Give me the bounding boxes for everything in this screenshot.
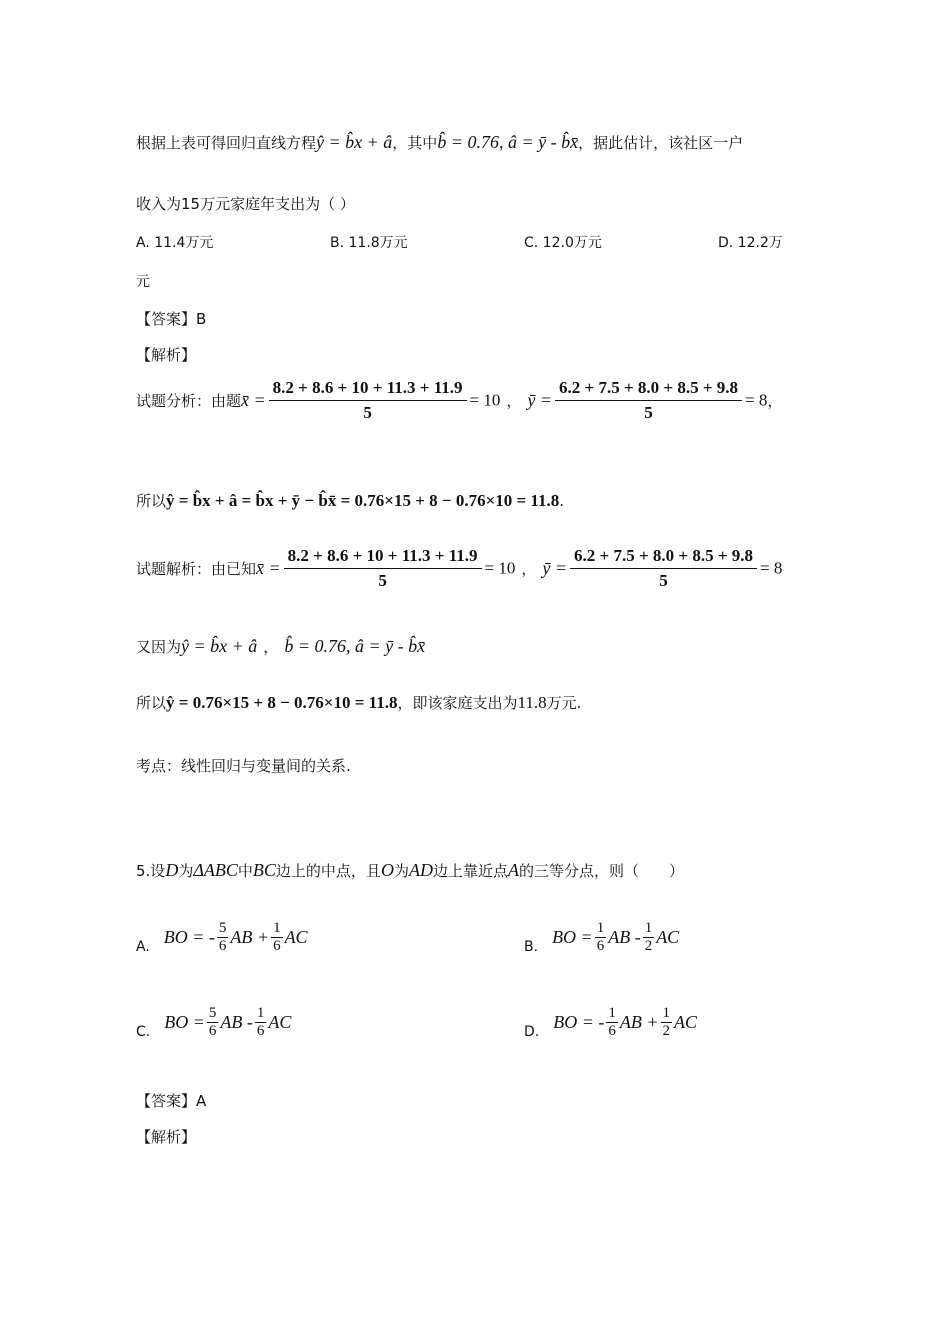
q5-stem-f: 边上靠近点 xyxy=(432,862,508,880)
q5-b-end: AC xyxy=(656,927,680,947)
p3-xbar-lhs: x̄ = xyxy=(256,558,281,578)
q4-analysis-p5 xyxy=(136,692,581,713)
p5-middle: ，即该家庭支出为 xyxy=(397,694,518,712)
q4-analysis-p4 xyxy=(136,636,425,657)
q5-option-d-label: D. xyxy=(524,1024,540,1040)
triangle-abc: ΔABC xyxy=(193,860,238,880)
q5-a-mid: AB + xyxy=(230,927,270,947)
q5-option-b[interactable] xyxy=(524,920,679,955)
q5-a-lhs: BO = - xyxy=(163,927,215,947)
ybar-fraction xyxy=(555,378,742,423)
point-o: O xyxy=(380,860,394,880)
ybar-lhs: ȳ = xyxy=(527,390,553,410)
q5-c-mid: AB - xyxy=(220,1012,253,1032)
q4-option-a[interactable]: A. 11.4万元 xyxy=(136,235,214,251)
q4-analysis-p2 xyxy=(136,490,564,511)
q4-stem-text: 根据上表可得回归直线方程 xyxy=(136,134,317,152)
q4-analysis-p1 xyxy=(136,378,782,423)
q5-d-den2: 2 xyxy=(662,1023,671,1039)
q5-b-num1: 1 xyxy=(596,920,605,936)
q5-c-den2: 6 xyxy=(256,1023,265,1039)
q4-answer: 【答案】B xyxy=(136,310,207,328)
q5-d-end: AC xyxy=(674,1012,698,1032)
q5-answer: 【答案】A xyxy=(136,1092,207,1110)
q5-c-end: AC xyxy=(268,1012,292,1032)
q5-a-den1: 6 xyxy=(218,938,227,954)
q5-stem-g: 的三等分点，则（ ） xyxy=(518,862,684,880)
q4-option-d[interactable]: D. 12.2万 xyxy=(718,235,783,251)
q5-b-num2: 1 xyxy=(644,920,653,936)
p2-end: . xyxy=(559,492,565,510)
q5-stem-d: 边上的中点，且 xyxy=(275,862,381,880)
q5-a-end: AC xyxy=(284,927,308,947)
p3-xbar-numerator: 8.2 + 8.6 + 10 + 11.3 + 11.9 xyxy=(284,546,482,569)
q5-a-num2: 1 xyxy=(273,920,281,936)
p4-equation1: ŷ = b̂x + â xyxy=(181,636,258,656)
q5-b-mid: AB - xyxy=(608,927,641,947)
q4-stem-line2: 收入为15万元家庭年支出为（ ） xyxy=(136,195,355,213)
p5-equation: ŷ = 0.76×15 + 8 − 0.76×10 = 11.8 xyxy=(166,693,398,712)
q5-stem-e: 为 xyxy=(393,862,409,880)
p1-label: 试题分析：由题 xyxy=(136,392,242,410)
point-d: D xyxy=(165,860,179,880)
q5-c-num2: 1 xyxy=(256,1005,265,1021)
p4-label: 又因为 xyxy=(136,638,182,656)
p3-label: 试题解析：由已知 xyxy=(136,560,257,578)
p3-ybar-result: = 8 xyxy=(760,558,783,578)
p5-label: 所以 xyxy=(136,694,167,712)
q5-b-den2: 2 xyxy=(644,938,653,954)
q5-d-num2: 1 xyxy=(662,1005,671,1021)
q5-option-d[interactable] xyxy=(524,1005,697,1040)
xbar-result: = 10 xyxy=(469,390,501,410)
q5-b-lhs: BO = xyxy=(552,927,593,947)
q4-option-d-wrap: 元 xyxy=(136,274,150,290)
q4-kaodian: 考点：线性回归与变量间的关系. xyxy=(136,757,351,775)
q5-option-a[interactable] xyxy=(136,920,308,955)
xbar-lhs: x̄ = xyxy=(241,390,266,410)
q5-analysis-heading: 【解析】 xyxy=(136,1128,197,1146)
coefficient-formula: b̂ = 0.76, â = ȳ - b̂x̄ xyxy=(437,132,579,152)
q4-analysis-heading: 【解析】 xyxy=(136,346,197,364)
q5-c-lhs: BO = xyxy=(164,1012,205,1032)
p1-end: ， xyxy=(767,392,783,410)
p3-separator: ， xyxy=(521,560,537,578)
q5-stem-b: 为 xyxy=(178,862,194,880)
q5-number: 5.设 xyxy=(136,862,166,880)
q5-stem-c: 中 xyxy=(237,862,253,880)
q4-stem-text-c: ，据此估计，该社区一户 xyxy=(578,134,744,152)
q5-d-num1: 1 xyxy=(608,1005,616,1021)
q5-option-c[interactable] xyxy=(136,1005,291,1040)
segment-ad: AD xyxy=(408,860,433,880)
regression-equation: ŷ = b̂x + â xyxy=(316,132,393,152)
p5-end: 万元. xyxy=(546,694,582,712)
p2-label: 所以 xyxy=(136,492,167,510)
xbar-denominator: 5 xyxy=(363,403,372,422)
p3-ybar-numerator: 6.2 + 7.5 + 8.0 + 8.5 + 9.8 xyxy=(570,546,757,569)
q4-option-b[interactable]: B. 11.8万元 xyxy=(330,235,408,251)
p4-equation2: b̂ = 0.76, â = ȳ - b̂x̄ xyxy=(284,636,426,656)
q4-analysis-p3 xyxy=(136,546,782,591)
q5-d-mid: AB + xyxy=(619,1012,659,1032)
p3-xbar-fraction xyxy=(284,546,482,591)
q4-stem-line1 xyxy=(136,132,743,153)
segment-bc: BC xyxy=(252,860,276,880)
p3-xbar-denominator: 5 xyxy=(378,571,387,590)
q5-option-b-label: B. xyxy=(524,939,539,955)
p3-ybar-fraction xyxy=(570,546,757,591)
ybar-result: = 8 xyxy=(745,390,768,410)
separator: ， xyxy=(506,392,522,410)
q5-option-a-label: A. xyxy=(136,939,150,955)
q5-b-den1: 6 xyxy=(596,938,605,954)
xbar-numerator: 8.2 + 8.6 + 10 + 11.3 + 11.9 xyxy=(269,378,467,401)
q4-option-c[interactable]: C. 12.0万元 xyxy=(524,235,602,251)
q5-d-lhs: BO = - xyxy=(553,1012,605,1032)
p5-value: 11.8 xyxy=(517,693,547,712)
p3-ybar-lhs: ȳ = xyxy=(542,558,568,578)
xbar-fraction xyxy=(269,378,467,423)
point-a: A xyxy=(507,860,519,880)
q5-c-num1: 5 xyxy=(208,1005,217,1021)
q5-c-den1: 6 xyxy=(208,1023,217,1039)
q5-stem xyxy=(136,860,684,881)
p2-equation: ŷ = b̂x + â = b̂x + ȳ − b̂x̄ = 0.76×15 + 8 − 0.76×10 = 11.8 xyxy=(166,491,560,510)
q4-stem-text-b: ，其中 xyxy=(392,134,438,152)
q5-a-num1: 5 xyxy=(218,920,227,936)
p3-xbar-result: = 10 xyxy=(484,558,516,578)
p4-separator: ， xyxy=(263,638,279,656)
q5-d-den1: 6 xyxy=(608,1023,616,1039)
q5-a-den2: 6 xyxy=(273,938,281,954)
p3-ybar-denominator: 5 xyxy=(659,571,668,590)
ybar-denominator: 5 xyxy=(644,403,653,422)
q5-option-c-label: C. xyxy=(136,1024,151,1040)
ybar-numerator: 6.2 + 7.5 + 8.0 + 8.5 + 9.8 xyxy=(555,378,742,401)
